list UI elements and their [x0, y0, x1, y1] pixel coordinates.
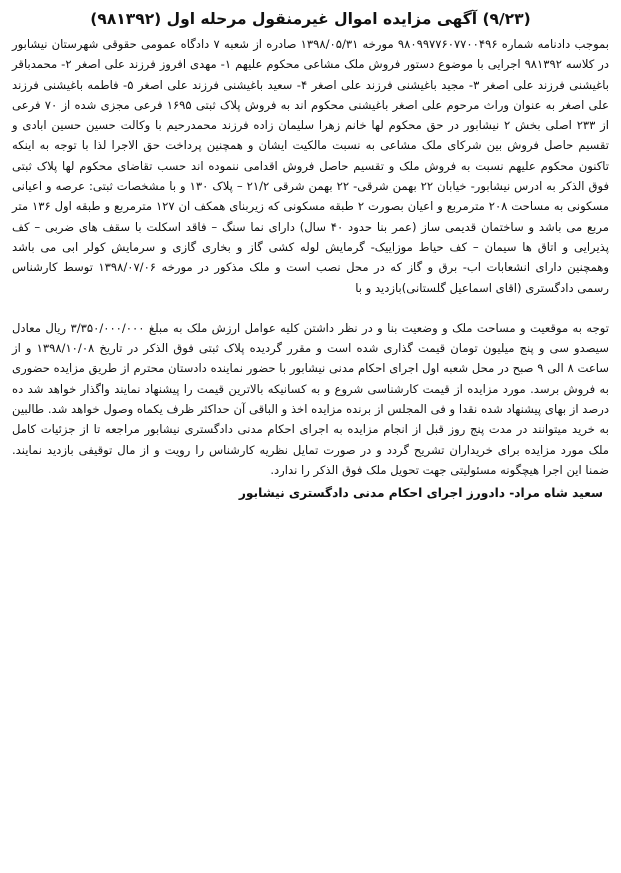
notice-paragraph-2: توجه به موقعیت و مساحت ملک و وضعیت بنا و در نظر داشتن کلیه عوامل ارزش ملک به مبلغ ۳/۳۵۰/۰۰۰/۰۰۰ ریال معادل سیصدو سی و پنج میلیون تومان قیمت گذاری شده است و مقرر گردیده پلاک ثبتی فوق الذکر در تاریخ ۱۳۹۸/۱۰/۰۸ و از ساعت ۸ الی ۹ صبح در محل شعبه اول اجرای احکام مدنی نیشابور با حضور نماینده دادستان محترم از طریق مزایده حضوری به فروش برسد. مورد مزایده از قیمت کارشناسی شروع و به کسانیکه بالاترین قیمت را پیشنهاد نمایند واگذار خواهد شد ده درصد از بهای پیشنهاد شده نقدا و فی المجلس از برنده مزایده اخذ و الباقی آن حداکثر ظرف یکماه وصول خواهد شد. طالبین به خرید میتوانند در مدت پنج روز قبل از انجام مزایده به اجرای احکام مدنی دادگستری نیشابور مراجعه تا از جزئیات کامل ملک مورد مزایده برای خریداران تشریح گردد و در صورت تمایل نظریه کارشناس را رویت و از مال توقیفی بازدید نمایند. ضمنا این اجرا هیچگونه مسئولیتی جهت تحویل ملک فوق الذکر را ندارد. [12, 320, 609, 477]
notice-signature: سعید شاه مراد- دادورز اجرای احکام مدنی دادگستری نیشابور [238, 486, 603, 501]
notice-paragraph-1: بموجب دادنامه شماره ۹۸۰۹۹۷۷۶۰۷۷۰۰۴۹۶ مورخه ۱۳۹۸/۰۵/۳۱ صادره از شعبه ۷ دادگاه عمومی حقوقی شهرستان نیشابور در کلاسه ۹۸۱۳۹۲ اجرایی با موضوع دستور فروش ملک مشاعی محکوم علیهم ۱- مهدی افروز فرزند علی اصغر ۲- محمدباقر باغیشنی فرزند علی اصغر ۳- مجید باغیشنی فرزند علی اصغر ۴- سعید باغیشنی فرزند علی اصغر ۵- فاطمه باغیشنی فرزند علی اصغر به عنوان وراث مرحوم علی اصغر باغیشنی محکوم اند به فروش پلاک ثبتی ۱۶۹۵ فرعی مجزی شده از ۷۰ فرعی از ۲۳۳ اصلی بخش ۲ نیشابور در حق محکوم لها خانم زهرا سلیمان زاده فرزند محمدرحیم با وکالت حسین حسین ابادی و تقسیم حاصل فروش بین شرکای ملک مشاعی به نسبت مالکیت ایشان و همچنین پرداخت حق الاجرا لذا با توجه به اینکه تاکنون محکوم علیهم نسبت به فروش ملک و تقسیم حاصل فروش اقدامی ننموده اند حسب تقاضای محکوم لها پلاک ثبتی فوق الذکر به ادرس نیشابور- خیابان ۲۲ بهمن شرقی- ۲۲ بهمن شرقی ۲۱/۲ – پلاک ۱۳۰ و با مشخصات ثبتی: عرصه و اعیانی مسکونی به مساحت ۲۰۸ مترمربع و اعیان بصورت ۲ طبقه مسکونی که زیربنای همکف ان ۱۲۷ مترمربع و طبقه اول ۱۳۶ متر مربع می باشد و ساختمان قدیمی ساز (عمر بنا حدود ۴۰ سال) دارای نما سنگ – فاقد اسکلت با سقف های ضربی – کف پذیرایی و اتاق ها سیمان – کف حیاط موزاییک- گرمایش لوله کشی گاز و بخاری گازی و سرمایش کولر ابی می باشد وهمچنین دارای انشعابات اب- برق و گاز که در محل نصب است و ملک مذکور در مورخه ۱۳۹۸/۰۷/۰۶ توسط کارشناس رسمی دادگستری (اقای اسماعیل گلستانی)بازدید و با [12, 37, 610, 295]
notice-title: (۹/۲۳) آگهی مزایده اموال غیرمنقول مرحله اول (۹۸۱۳۹۲) [90, 10, 531, 28]
auction-notice [12, 8, 609, 504]
